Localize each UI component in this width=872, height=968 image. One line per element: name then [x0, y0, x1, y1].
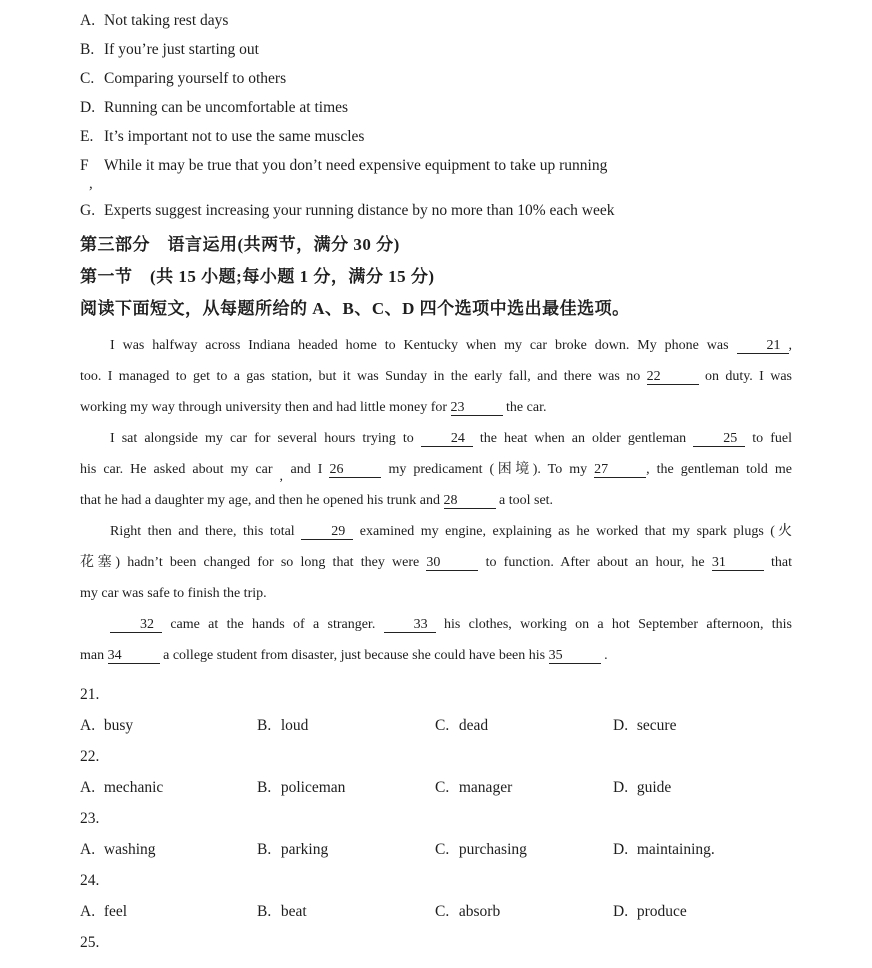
cloze-blank-31: 31	[712, 555, 764, 571]
option-label: D.	[613, 903, 629, 920]
question-option: A. busy	[80, 710, 257, 741]
option-label: D.	[613, 717, 629, 734]
question-number: 23.	[80, 810, 100, 827]
question-number: 25.	[80, 934, 100, 951]
passage-line: I sat alongside my car for several hours trying to 24 the heat when an older gentleman 25 to fuel	[110, 431, 792, 446]
passage-line: that he had a daughter my age, and then he opened his trunk and 28 a tool set.	[80, 493, 554, 508]
option-label: B.	[257, 903, 272, 920]
instruction-heading: 阅读下面短文，从每题所给的 A、B、C、D 四个选项中选出最佳选项。	[80, 299, 630, 318]
question-option: A. feel	[80, 896, 257, 927]
question-number: 24.	[80, 872, 100, 889]
gap-choice-label: D.	[80, 99, 96, 116]
cloze-blank-30: 30	[426, 555, 478, 571]
question-options-row	[80, 896, 792, 927]
gap-choice-row	[80, 93, 792, 122]
passage-line: Right then and there, this total 29 examined my engine, explaining as he worked that my spark plugs (火	[110, 524, 793, 539]
gap-choice-text: Experts suggest increasing your running distance by no more than 10% each week	[104, 202, 615, 219]
gap-choice-row	[80, 64, 792, 93]
cloze-blank-25: 25	[693, 431, 745, 447]
question-option: A. washing	[80, 834, 257, 865]
question-number: 21.	[80, 686, 100, 703]
gap-choice-text: It’s important not to use the same muscles	[104, 128, 365, 145]
option-label: B.	[257, 717, 272, 734]
cloze-blank-27: 27	[594, 462, 646, 478]
passage-line: my car was safe to finish the trip.	[80, 586, 267, 601]
passage-line: man 34 a college student from disaster, just because she could have been his 35 .	[80, 648, 608, 663]
question-number: 22.	[80, 748, 100, 765]
gap-choice-label: G.	[80, 202, 96, 219]
gap-choice-label: B.	[80, 41, 95, 58]
cloze-blank-26: 26	[329, 462, 381, 478]
gap-choice-row	[80, 35, 792, 64]
question-option: B. policeman	[257, 772, 435, 803]
option-label: D.	[613, 779, 629, 796]
gap-choice-text: Comparing yourself to others	[104, 70, 287, 87]
gap-choice-text: While it may be true that you don’t need expensive equipment to take up running	[104, 157, 608, 174]
option-label: B.	[257, 841, 272, 858]
cloze-blank-32: 32	[110, 617, 162, 633]
cloze-passage	[80, 330, 792, 671]
question-option: B. loud	[257, 710, 435, 741]
option-label: A.	[80, 717, 96, 734]
question-option: C. manager	[435, 772, 613, 803]
section-headings	[80, 229, 792, 325]
option-label: C.	[435, 779, 450, 796]
question-option: A. mechanic	[80, 772, 257, 803]
cloze-blank-35: 35	[549, 648, 601, 664]
gap-choice-row	[80, 122, 792, 151]
gap-choice-label: A.	[80, 12, 96, 29]
passage-line: too. I managed to get to a gas station, but it was Sunday in the early fall, and there was no 22 on duty. I was	[80, 369, 792, 384]
option-label: C.	[435, 717, 450, 734]
option-label: B.	[257, 779, 272, 796]
question-option: B. parking	[257, 834, 435, 865]
gap-choice-text: Not taking rest days	[104, 12, 229, 29]
option-label: A.	[80, 779, 96, 796]
part-heading: 第三部分 语言运用(共两节，满分 30 分)	[80, 235, 400, 254]
cloze-blank-33: 33	[384, 617, 436, 633]
gap-choice-label: F	[80, 157, 89, 174]
cloze-blank-28: 28	[444, 493, 496, 509]
gap-choice-row	[80, 6, 792, 35]
question-option: D. produce	[613, 896, 792, 927]
gap-choice-list	[80, 6, 792, 225]
question-option: C. absorb	[435, 896, 613, 927]
section-heading: 第一节 (共 15 小题;每小题 1 分，满分 15 分)	[80, 267, 435, 286]
lowered-comma-mark: ,	[279, 469, 284, 484]
cloze-blank-21: 21	[737, 338, 789, 354]
question-option: D. guide	[613, 772, 792, 803]
gap-choice-row	[80, 196, 792, 225]
gap-choice-text: If you’re just starting out	[104, 41, 259, 58]
option-label: C.	[435, 903, 450, 920]
passage-line: his car. He asked about my car , and I 26 my predicament (困境). To my 27 , the gentleman told me	[80, 454, 792, 485]
option-label: D.	[613, 841, 629, 858]
option-label: A.	[80, 903, 96, 920]
passage-line: 32 came at the hands of a stranger. 33 his clothes, working on a hot September afternoon, this	[80, 609, 792, 640]
question-option: B. beat	[257, 896, 435, 927]
gap-choice-text: Running can be uncomfortable at times	[104, 99, 349, 116]
passage-line: 花塞) hadn’t been changed for so long that they were 30 to function. After about an hour, he 31 that	[80, 555, 793, 570]
question-option: C. dead	[435, 710, 613, 741]
stray-comma-mark: ,	[89, 176, 93, 192]
cloze-blank-24: 24	[421, 431, 473, 447]
passage-line: I was halfway across Indiana headed home to Kentucky when my car broke down. My phone was 21 ,	[110, 338, 792, 353]
gap-choice-row	[80, 151, 792, 180]
question-option: D. maintaining.	[613, 834, 792, 865]
question-options-row	[80, 834, 792, 865]
passage-line: working my way through university then and had little money for 23 the car.	[80, 400, 547, 415]
cloze-blank-22: 22	[647, 369, 699, 385]
question-options-row	[80, 772, 792, 803]
option-label: C.	[435, 841, 450, 858]
question-list	[80, 679, 792, 958]
gap-choice-label: E.	[80, 128, 94, 145]
cloze-blank-34: 34	[108, 648, 160, 664]
question-option: D. secure	[613, 710, 792, 741]
option-label: A.	[80, 841, 96, 858]
question-options-row	[80, 710, 792, 741]
cloze-blank-23: 23	[451, 400, 503, 416]
gap-choice-label: C.	[80, 70, 95, 87]
question-option: C. purchasing	[435, 834, 613, 865]
cloze-blank-29: 29	[301, 524, 353, 540]
